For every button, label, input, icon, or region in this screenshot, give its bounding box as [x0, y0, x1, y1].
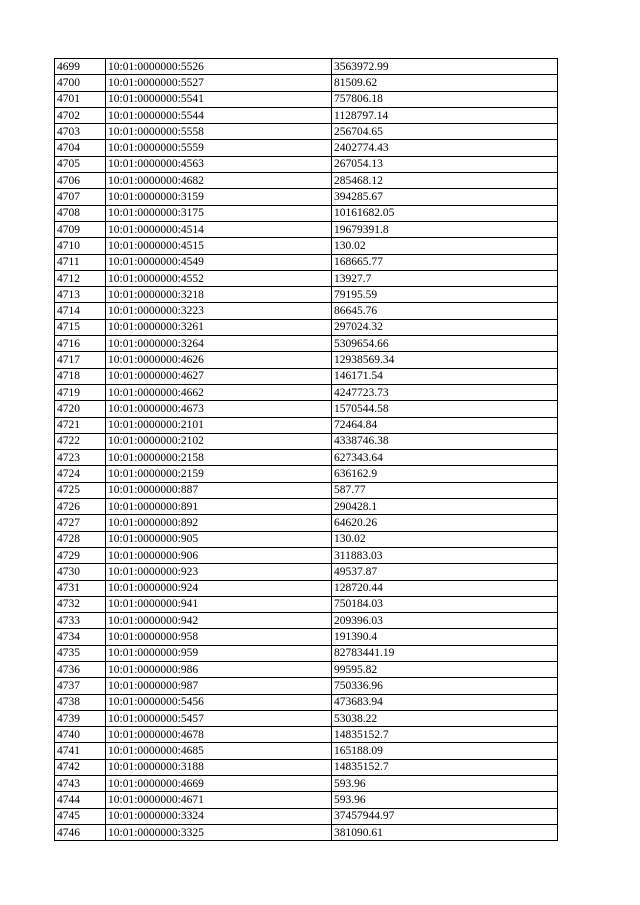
cadastral-number-cell: 10:01:0000000:2159 [106, 466, 332, 482]
cadastral-number-cell: 10:01:0000000:2102 [106, 433, 332, 449]
value-cell: 72464.84 [332, 417, 558, 433]
table-row [55, 466, 558, 482]
row-number-cell: 4723 [55, 450, 106, 466]
value-cell: 64620.26 [332, 515, 558, 531]
row-number-cell: 4737 [55, 678, 106, 694]
table-row [55, 450, 558, 466]
row-number-cell: 4715 [55, 319, 106, 335]
row-number-cell: 4727 [55, 515, 106, 531]
table-row [55, 303, 558, 319]
table-row [55, 743, 558, 759]
table-row [55, 727, 558, 743]
row-number-cell: 4739 [55, 710, 106, 726]
value-cell: 750184.03 [332, 596, 558, 612]
value-cell: 381090.61 [332, 824, 558, 840]
cadastral-number-cell: 10:01:0000000:4671 [106, 792, 332, 808]
value-cell: 168665.77 [332, 254, 558, 270]
value-cell: 394285.67 [332, 189, 558, 205]
value-cell: 10161682.05 [332, 205, 558, 221]
table-row [55, 645, 558, 661]
cadastral-number-cell: 10:01:0000000:4678 [106, 727, 332, 743]
table-row [55, 287, 558, 303]
row-number-cell: 4701 [55, 91, 106, 107]
row-number-cell: 4720 [55, 401, 106, 417]
table-row [55, 694, 558, 710]
cadastral-number-cell: 10:01:0000000:4515 [106, 238, 332, 254]
cadastral-number-cell: 10:01:0000000:986 [106, 661, 332, 677]
cadastral-value-table [54, 58, 558, 841]
table-row [55, 515, 558, 531]
value-cell: 130.02 [332, 531, 558, 547]
cadastral-number-cell: 10:01:0000000:5527 [106, 75, 332, 91]
table-row [55, 629, 558, 645]
cadastral-number-cell: 10:01:0000000:2101 [106, 417, 332, 433]
row-number-cell: 4741 [55, 743, 106, 759]
row-number-cell: 4735 [55, 645, 106, 661]
row-number-cell: 4712 [55, 270, 106, 286]
value-cell: 53038.22 [332, 710, 558, 726]
value-cell: 128720.44 [332, 580, 558, 596]
table-row [55, 319, 558, 335]
row-number-cell: 4711 [55, 254, 106, 270]
value-cell: 165188.09 [332, 743, 558, 759]
table-row [55, 368, 558, 384]
value-cell: 81509.62 [332, 75, 558, 91]
value-cell: 146171.54 [332, 368, 558, 384]
row-number-cell: 4736 [55, 661, 106, 677]
value-cell: 130.02 [332, 238, 558, 254]
cadastral-number-cell: 10:01:0000000:3175 [106, 205, 332, 221]
table-row [55, 254, 558, 270]
table-row [55, 776, 558, 792]
value-cell: 14835152.7 [332, 759, 558, 775]
cadastral-number-cell: 10:01:0000000:4685 [106, 743, 332, 759]
cadastral-number-cell: 10:01:0000000:4514 [106, 221, 332, 237]
table-row [55, 238, 558, 254]
row-number-cell: 4745 [55, 808, 106, 824]
cadastral-number-cell: 10:01:0000000:4669 [106, 776, 332, 792]
row-number-cell: 4724 [55, 466, 106, 482]
table-row [55, 580, 558, 596]
row-number-cell: 4703 [55, 124, 106, 140]
table-row [55, 124, 558, 140]
value-cell: 209396.03 [332, 613, 558, 629]
row-number-cell: 4738 [55, 694, 106, 710]
table-row [55, 661, 558, 677]
row-number-cell: 4700 [55, 75, 106, 91]
table-row [55, 75, 558, 91]
value-cell: 4338746.38 [332, 433, 558, 449]
cadastral-number-cell: 10:01:0000000:5544 [106, 107, 332, 123]
cadastral-number-cell: 10:01:0000000:4627 [106, 368, 332, 384]
row-number-cell: 4733 [55, 613, 106, 629]
value-cell: 267054.13 [332, 156, 558, 172]
cadastral-number-cell: 10:01:0000000:923 [106, 564, 332, 580]
table-row [55, 384, 558, 400]
cadastral-number-cell: 10:01:0000000:4549 [106, 254, 332, 270]
cadastral-number-cell: 10:01:0000000:958 [106, 629, 332, 645]
value-cell: 290428.1 [332, 499, 558, 515]
value-cell: 593.96 [332, 792, 558, 808]
table-row [55, 482, 558, 498]
cadastral-number-cell: 10:01:0000000:4563 [106, 156, 332, 172]
cadastral-number-cell: 10:01:0000000:5526 [106, 59, 332, 75]
value-cell: 627343.64 [332, 450, 558, 466]
cadastral-number-cell: 10:01:0000000:3218 [106, 287, 332, 303]
cadastral-number-cell: 10:01:0000000:5457 [106, 710, 332, 726]
cadastral-number-cell: 10:01:0000000:4626 [106, 352, 332, 368]
value-cell: 285468.12 [332, 173, 558, 189]
value-cell: 37457944.97 [332, 808, 558, 824]
row-number-cell: 4725 [55, 482, 106, 498]
row-number-cell: 4731 [55, 580, 106, 596]
cadastral-number-cell: 10:01:0000000:5559 [106, 140, 332, 156]
cadastral-number-cell: 10:01:0000000:959 [106, 645, 332, 661]
row-number-cell: 4704 [55, 140, 106, 156]
value-cell: 12938569.34 [332, 352, 558, 368]
table-row [55, 189, 558, 205]
row-number-cell: 4707 [55, 189, 106, 205]
value-cell: 593.96 [332, 776, 558, 792]
row-number-cell: 4746 [55, 824, 106, 840]
value-cell: 5309654.66 [332, 336, 558, 352]
table-row [55, 613, 558, 629]
row-number-cell: 4732 [55, 596, 106, 612]
cadastral-number-cell: 10:01:0000000:906 [106, 547, 332, 563]
value-cell: 79195.59 [332, 287, 558, 303]
row-number-cell: 4719 [55, 384, 106, 400]
row-number-cell: 4702 [55, 107, 106, 123]
cadastral-number-cell: 10:01:0000000:4682 [106, 173, 332, 189]
table-row [55, 433, 558, 449]
value-cell: 19679391.8 [332, 221, 558, 237]
value-cell: 86645.76 [332, 303, 558, 319]
cadastral-number-cell: 10:01:0000000:4673 [106, 401, 332, 417]
cadastral-number-cell: 10:01:0000000:941 [106, 596, 332, 612]
cadastral-number-cell: 10:01:0000000:987 [106, 678, 332, 694]
value-cell: 1128797.14 [332, 107, 558, 123]
cadastral-number-cell: 10:01:0000000:4662 [106, 384, 332, 400]
value-cell: 13927.7 [332, 270, 558, 286]
row-number-cell: 4717 [55, 352, 106, 368]
table-row [55, 564, 558, 580]
table-row [55, 792, 558, 808]
value-cell: 311883.03 [332, 547, 558, 563]
row-number-cell: 4708 [55, 205, 106, 221]
value-cell: 82783441.19 [332, 645, 558, 661]
value-cell: 14835152.7 [332, 727, 558, 743]
row-number-cell: 4699 [55, 59, 106, 75]
cadastral-number-cell: 10:01:0000000:5456 [106, 694, 332, 710]
table-row [55, 140, 558, 156]
value-cell: 49537.87 [332, 564, 558, 580]
cadastral-number-cell: 10:01:0000000:942 [106, 613, 332, 629]
value-cell: 757806.18 [332, 91, 558, 107]
table-row [55, 173, 558, 189]
table-row [55, 596, 558, 612]
table-row [55, 808, 558, 824]
cadastral-number-cell: 10:01:0000000:3264 [106, 336, 332, 352]
table-row [55, 547, 558, 563]
cadastral-number-cell: 10:01:0000000:3223 [106, 303, 332, 319]
value-cell: 297024.32 [332, 319, 558, 335]
table-row [55, 401, 558, 417]
cadastral-number-cell: 10:01:0000000:3324 [106, 808, 332, 824]
cadastral-number-cell: 10:01:0000000:3261 [106, 319, 332, 335]
table-row [55, 156, 558, 172]
value-cell: 99595.82 [332, 661, 558, 677]
cadastral-number-cell: 10:01:0000000:5541 [106, 91, 332, 107]
value-cell: 2402774.43 [332, 140, 558, 156]
table-row [55, 205, 558, 221]
table-row [55, 91, 558, 107]
row-number-cell: 4740 [55, 727, 106, 743]
value-cell: 473683.94 [332, 694, 558, 710]
cadastral-number-cell: 10:01:0000000:2158 [106, 450, 332, 466]
row-number-cell: 4730 [55, 564, 106, 580]
cadastral-number-cell: 10:01:0000000:887 [106, 482, 332, 498]
table-row [55, 352, 558, 368]
row-number-cell: 4743 [55, 776, 106, 792]
value-cell: 587.77 [332, 482, 558, 498]
row-number-cell: 4726 [55, 499, 106, 515]
cadastral-number-cell: 10:01:0000000:3188 [106, 759, 332, 775]
row-number-cell: 4742 [55, 759, 106, 775]
table-row [55, 107, 558, 123]
value-cell: 191390.4 [332, 629, 558, 645]
table-body [55, 59, 558, 841]
value-cell: 750336.96 [332, 678, 558, 694]
row-number-cell: 4718 [55, 368, 106, 384]
cadastral-number-cell: 10:01:0000000:905 [106, 531, 332, 547]
value-cell: 4247723.73 [332, 384, 558, 400]
row-number-cell: 4721 [55, 417, 106, 433]
table-row [55, 336, 558, 352]
cadastral-table-container [54, 58, 557, 841]
value-cell: 636162.9 [332, 466, 558, 482]
table-row [55, 824, 558, 840]
row-number-cell: 4710 [55, 238, 106, 254]
table-row [55, 710, 558, 726]
row-number-cell: 4728 [55, 531, 106, 547]
value-cell: 1570544.58 [332, 401, 558, 417]
cadastral-number-cell: 10:01:0000000:892 [106, 515, 332, 531]
row-number-cell: 4714 [55, 303, 106, 319]
table-row [55, 417, 558, 433]
table-row [55, 270, 558, 286]
row-number-cell: 4744 [55, 792, 106, 808]
row-number-cell: 4734 [55, 629, 106, 645]
row-number-cell: 4722 [55, 433, 106, 449]
table-row [55, 221, 558, 237]
cadastral-number-cell: 10:01:0000000:924 [106, 580, 332, 596]
table-row [55, 531, 558, 547]
row-number-cell: 4716 [55, 336, 106, 352]
value-cell: 3563972.99 [332, 59, 558, 75]
row-number-cell: 4729 [55, 547, 106, 563]
cadastral-number-cell: 10:01:0000000:3159 [106, 189, 332, 205]
value-cell: 256704.65 [332, 124, 558, 140]
table-row [55, 59, 558, 75]
cadastral-number-cell: 10:01:0000000:5558 [106, 124, 332, 140]
row-number-cell: 4706 [55, 173, 106, 189]
table-row [55, 499, 558, 515]
row-number-cell: 4709 [55, 221, 106, 237]
cadastral-number-cell: 10:01:0000000:4552 [106, 270, 332, 286]
table-row [55, 678, 558, 694]
cadastral-number-cell: 10:01:0000000:3325 [106, 824, 332, 840]
row-number-cell: 4705 [55, 156, 106, 172]
cadastral-number-cell: 10:01:0000000:891 [106, 499, 332, 515]
table-row [55, 759, 558, 775]
row-number-cell: 4713 [55, 287, 106, 303]
